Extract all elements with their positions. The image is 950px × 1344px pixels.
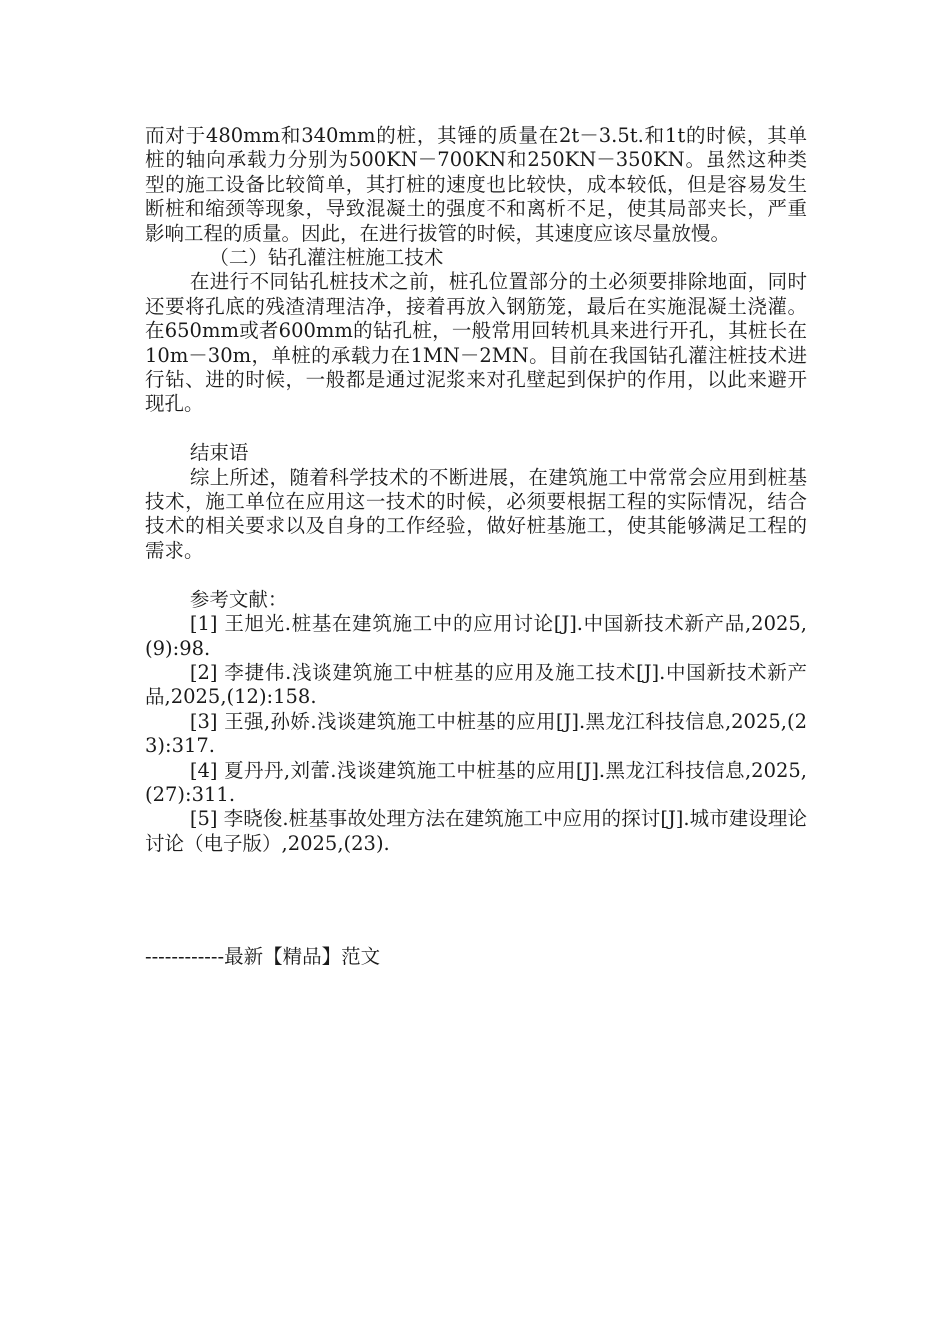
references-list — [145, 612, 807, 856]
spacer — [145, 417, 807, 441]
section-heading: （二）钻孔灌注桩施工技术 — [209, 246, 444, 270]
references-heading: 参考文献： — [189, 587, 288, 611]
paragraph-continuation: 而对于480mm和340mm的桩，其锤的质量在2t－3.5t.和1t的时候，其单桩的轴向承载力分别为500KN－700KN和250KN－350KN。虽然这种类型的施工设备比较简单，其打桩的速度也比较快，成本较低，但是容易发生断桩和缩颈等现象，导致混凝土的强度不和离析不足，使其局部夹长，严重影响工程的质量。因此，在进行拔管的时候，其速度应该尽量放慢。 — [145, 124, 807, 245]
spacer — [145, 563, 807, 587]
reference-item: [1] 王旭光.桩基在建筑施工中的应用讨论[J].中国新技术新产品,2025,(9):98. — [145, 612, 807, 660]
reference-item: [4] 夏丹丹,刘蕾.浅谈建筑施工中桩基的应用[J].黑龙江科技信息,2025,(27):311. — [145, 758, 807, 806]
footer-tagline: ------------最新【精品】范文 — [145, 945, 381, 968]
reference-item: [2] 李捷伟.浅谈建筑施工中桩基的应用及施工技术[J].中国新技术新产品,2025,(12):158. — [145, 660, 807, 709]
reference-item: [3] 王强,孙娇.浅谈建筑施工中桩基的应用[J].黑龙江科技信息,2025,(23):317. — [145, 709, 807, 758]
conclusion-body: 综上所述，随着科学技术的不断进展，在建筑施工中常常会应用到桩基技术，施工单位在应用这一技术的时候，必须要根据工程的实际情况，结合技术的相关要求以及自身的工作经验，做好桩基施工，使其能够满足工程的需求。 — [145, 465, 807, 562]
section-body: 在进行不同钻孔桩技术之前，桩孔位置部分的土必须要排除地面，同时还要将孔底的残渣清理洁净，接着再放入钢筋笼，最后在实施混凝土浇灌。在650mm或者600mm的钻孔桩，一般常用回转机具来进行开孔，其桩长在10m－30m，单桩的承载力在1MN－2MN。目前在我国钻孔灌注桩技术进行钻、进的时候，一般都是通过泥浆来对孔壁起到保护的作用，以此来避开现孔。 — [145, 270, 807, 416]
document-body — [145, 124, 807, 856]
conclusion-heading: 结束语 — [189, 441, 249, 465]
reference-item: [5] 李晓俊.桩基事故处理方法在建筑施工中应用的探讨[J].城市建设理论讨论（电子版）,2025,(23). — [145, 807, 807, 855]
